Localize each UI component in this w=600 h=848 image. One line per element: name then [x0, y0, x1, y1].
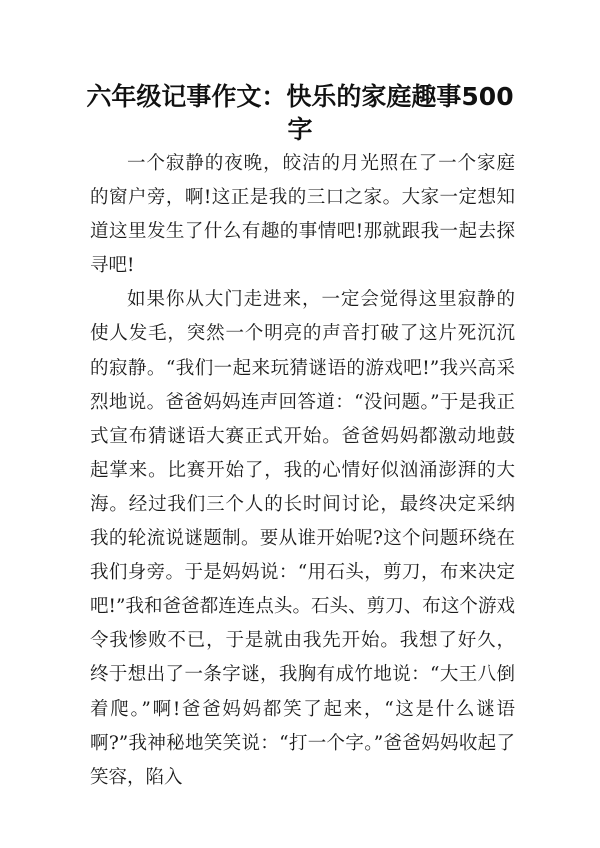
page-title: 六年级记事作文：快乐的家庭趣事500字: [86, 82, 514, 144]
paragraph-2: 如果你从大门走进来，一定会觉得这里寂静的使人发毛，突然一个明亮的声音打破了这片死沉沉的寂静。“我们一起来玩猜谜语的游戏吧!”我兴高采烈地说。爸爸妈妈连声回答道：“没问题。”于是我正式宣布猜谜语大赛正式开始。爸爸妈妈都激动地鼓起掌来。比赛开始了，我的心情好似汹涌澎湃的大海。经过我们三个人的长时间讨论，最终决定采纳我的轮流说谜题制。要从谁开始呢?这个问题环绕在我们身旁。于是妈妈说：“用石头，剪刀，布来决定吧!”我和爸爸都连连点头。石头、剪刀、布这个游戏令我惨败不已，于是就由我先开始。我想了好久，终于想出了一条字谜，我胸有成竹地说：“大王八倒着爬。”啊!爸爸妈妈都笑了起来，“这是什么谜语啊?”我神秘地笑笑说：“打一个字。”爸爸妈妈收起了笑容，陷入: [90, 289, 515, 788]
paragraph-1: 一个寂静的夜晚，皎洁的月光照在了一个家庭的窗户旁，啊!这正是我的三口之家。大家一定想知道这里发生了什么有趣的事情吧!那就跟我一起去探寻吧!: [90, 153, 515, 277]
article-body: [90, 147, 515, 795]
